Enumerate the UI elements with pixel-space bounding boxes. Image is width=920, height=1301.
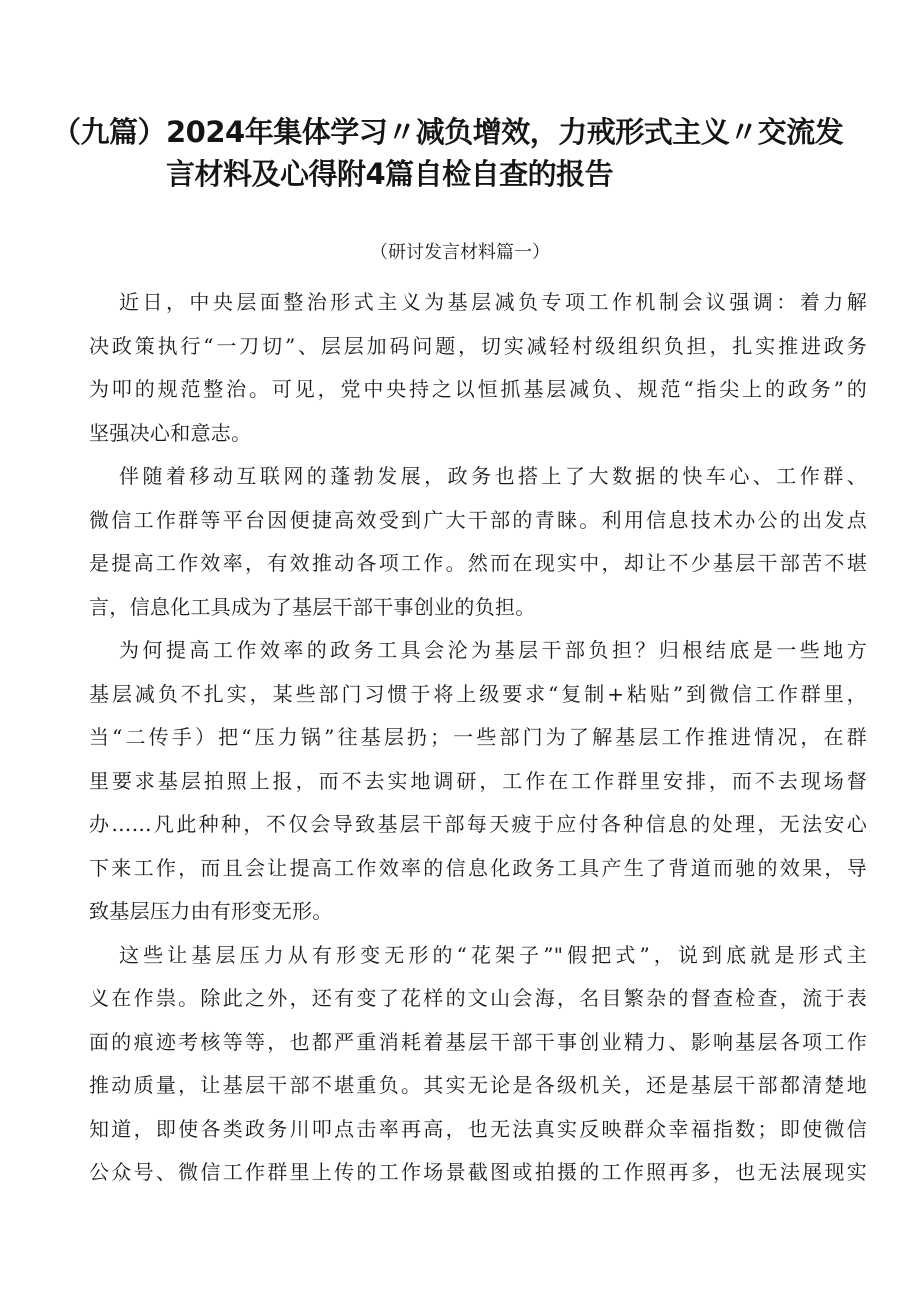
paragraph-line: 微信工作群等平台因便捷高效受到广大干部的青睐。利用信息技术办公的出发点 xyxy=(89,507,867,532)
paragraph-line: 知道，即使各类政务川叩点击率再高，也无法真实反映群众幸福指数；即使微信 xyxy=(89,1116,867,1141)
paragraph-line: 伴随着移动互联网的蓬勃发展，政务也搭上了大数据的快车心、工作群、 xyxy=(119,464,867,488)
paragraph-line: 言，信息化工具成为了基层干部干事创业的负担。 xyxy=(89,594,536,619)
paragraph-line: 坚强决心和意志。 xyxy=(89,420,252,445)
paragraph-line: 近日，中央层面整治形式主义为基层减负专项工作机制会议强调：着力解 xyxy=(119,290,867,314)
paragraph-line: 当“二传手）把“压力锅”往基层扔；一些部门为了解基层工作推进情况，在群 xyxy=(89,725,867,749)
paragraph-1 xyxy=(89,281,867,455)
paragraph-line: 里要求基层拍照上报，而不去实地调研，工作在工作群里安排，而不去现场督 xyxy=(89,768,867,793)
paragraph-line: 为何提高工作效率的政务工具会沦为基层干部负担？归根结底是一些地方 xyxy=(119,638,867,662)
paragraph-line: 决政策执行“一刀切”、层层加码问题，切实减轻村级组织负担，扎实推进政务 xyxy=(89,333,867,358)
paragraph-line: 为叩的规范整治。可见，党中央持之以恒抓基层减负、规范“指尖上的政务”的 xyxy=(89,377,867,401)
document-title xyxy=(52,111,882,195)
paragraph-line: 下来工作，而且会让提高工作效率的信息化政务工具产生了背道而驰的效果，导 xyxy=(89,855,867,880)
document-title-line-1: （九篇）2024年集体学习〃减负增效，力戒形式主义〃交流发 xyxy=(52,115,844,150)
paragraph-line: 义在作祟。除此之外，还有变了花样的文山会海，名目繁杂的督查检查，流于表 xyxy=(89,986,867,1010)
paragraph-line: 面的痕迹考核等等，也都严重消耗着基层干部干事创业精力、影响基层各项工作 xyxy=(89,1029,867,1054)
document-body xyxy=(89,281,867,1195)
paragraph-3 xyxy=(89,629,867,934)
paragraph-line: 致基层压力由有形变无形。 xyxy=(89,899,333,923)
paragraph-2 xyxy=(89,455,867,629)
paragraph-line: 基层减负不扎实，某些部门习惯于将上级要求“复制+粘贴”到微信工作群里， xyxy=(89,681,867,706)
paragraph-4 xyxy=(89,934,867,1195)
paragraph-line: 办……凡此种种，不仅会导致基层干部每天疲于应付各种信息的处理，无法安心 xyxy=(89,812,867,836)
paragraph-line: 推动质量，让基层干部不堪重负。其实无论是各级机关，还是基层干部都清楚地 xyxy=(89,1073,867,1097)
section-heading: （研讨发言材料篇一） xyxy=(370,242,550,263)
paragraph-line: 是提高工作效率，有效推动各项工作。然而在现实中，却让不少基层干部苦不堪 xyxy=(89,551,867,575)
document-title-line-2: 言材料及心得附4篇自检自查的报告 xyxy=(166,157,614,192)
paragraph-line: 这些让基层压力从有形变无形的“花架子”"假把式”，说到底就是形式主 xyxy=(119,942,867,967)
paragraph-line: 公众号、微信工作群里上传的工作场景截图或拍摄的工作照再多，也无法展现实 xyxy=(89,1160,867,1184)
